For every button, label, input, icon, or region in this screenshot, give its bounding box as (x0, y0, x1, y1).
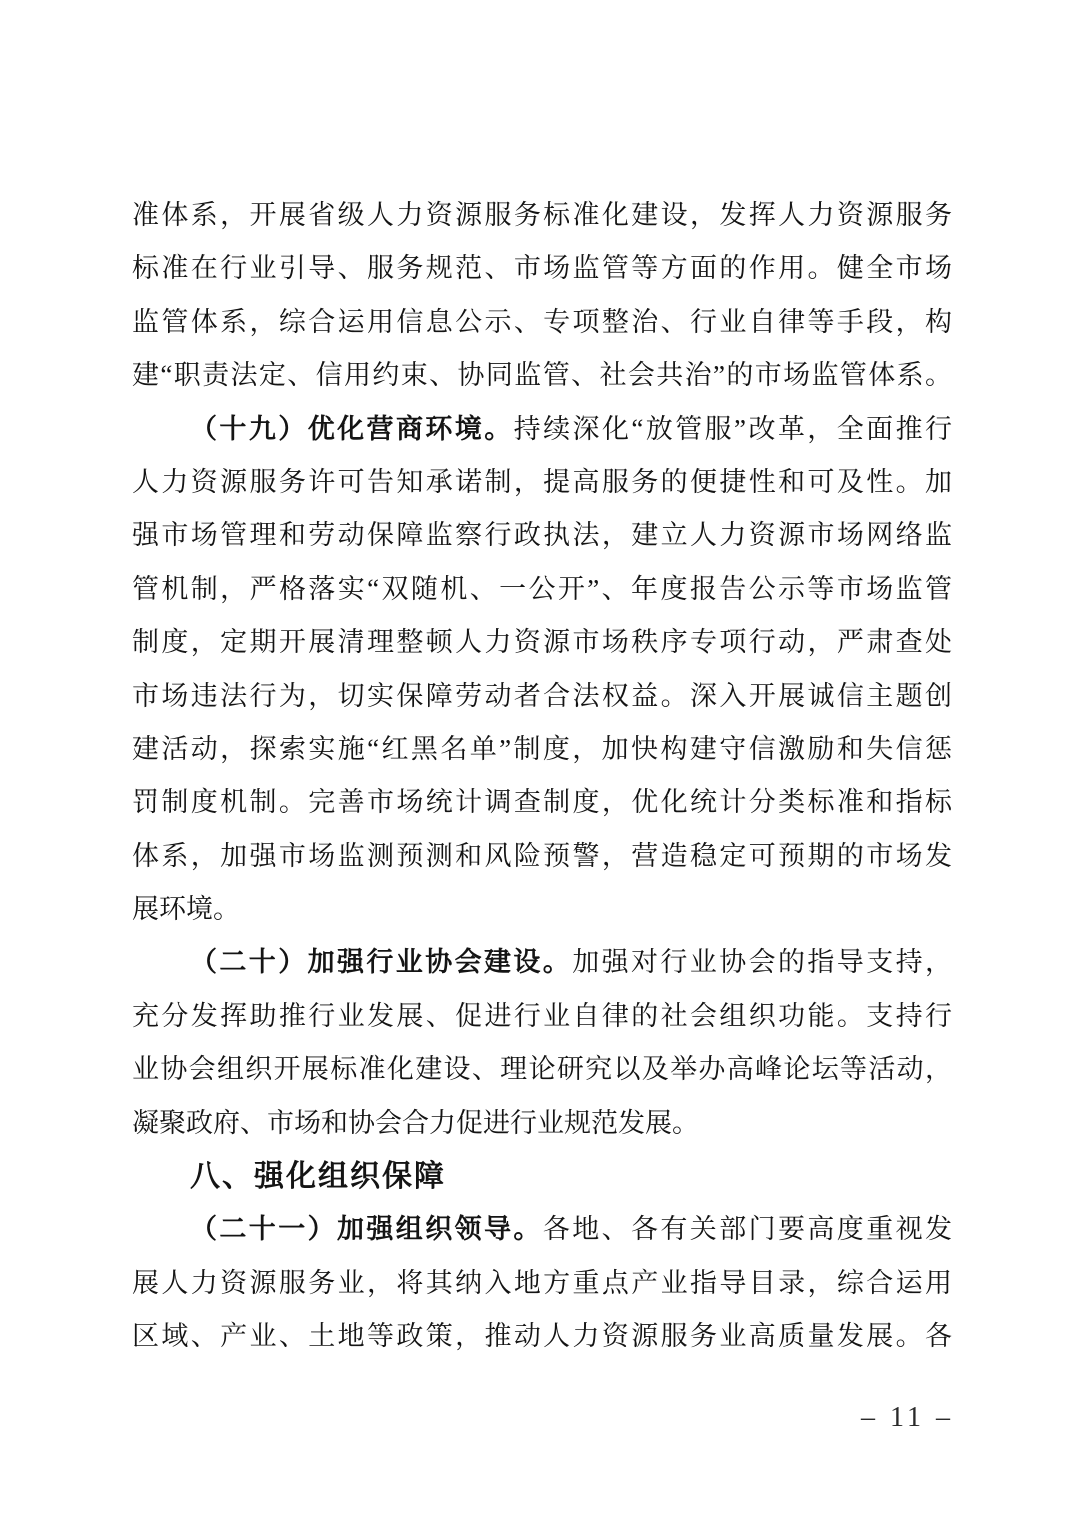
line-text: 制度，定期开展清理整顿人力资源市场秩序专项行动，严肃查处 (132, 627, 952, 658)
line-text: 准体系，开展省级人力资源服务标准化建设，发挥人力资源服务 (132, 200, 952, 230)
text-line (132, 723, 952, 776)
line-text: 加强对行业协会的指导支持， (572, 947, 953, 978)
text-line (132, 936, 952, 989)
text-line (132, 1043, 952, 1096)
text-line (132, 1310, 952, 1363)
line-lead: （二十）加强行业协会建设。 (190, 947, 573, 978)
text-line (132, 349, 952, 402)
line-lead: （二十一）加强组织领导。 (190, 1214, 543, 1245)
line-text: 持续深化“放管服”改革，全面推行 (513, 413, 953, 444)
line-text: 区域、产业、土地等政策，推动人力资源服务业高质量发展。各 (132, 1321, 952, 1352)
text-line (132, 563, 952, 616)
text-line (132, 1097, 952, 1150)
line-text: 市场违法行为，切实保障劳动者合法权益。深入开展诚信主题创 (132, 680, 952, 711)
line-text: 管机制，严格落实“双随机、一公开”、年度报告公示等市场监管 (132, 573, 952, 604)
line-text: 展环境。 (132, 894, 240, 925)
line-text: 各地、各有关部门要高度重视发 (542, 1214, 953, 1245)
text-line (132, 456, 952, 509)
text-line (132, 1150, 952, 1203)
text-block (132, 189, 952, 1364)
line-text: 标准在行业引导、服务规范、市场监管等方面的作用。健全市场 (132, 253, 952, 284)
text-line (132, 296, 952, 349)
line-text: 八、强化组织保障 (190, 1160, 446, 1194)
text-line (132, 242, 952, 295)
text-line (132, 509, 952, 562)
text-line (132, 990, 952, 1043)
line-text: 凝聚政府、市场和协会合力促进行业规范发展。 (132, 1107, 699, 1138)
line-text: 业协会组织开展标准化建设、理论研究以及举办高峰论坛等活动， (132, 1054, 952, 1085)
line-text: 建“职责法定、信用约束、协同监管、社会共治”的市场监管体系。 (132, 360, 952, 391)
line-text: 充分发挥助推行业发展、促进行业自律的社会组织功能。支持行 (132, 1000, 952, 1031)
line-text: 人力资源服务许可告知承诺制，提高服务的便捷性和可及性。加 (132, 466, 952, 497)
text-line (132, 776, 952, 829)
line-lead: （十九）优化营商环境。 (190, 413, 514, 444)
line-text: 罚制度机制。完善市场统计调查制度，优化统计分类标准和指标 (132, 787, 952, 818)
line-text: 展人力资源服务业，将其纳入地方重点产业指导目录，综合运用 (132, 1267, 952, 1298)
line-text: 体系，加强市场监测预测和风险预警，营造稳定可预期的市场发 (132, 840, 952, 871)
text-line (132, 1257, 952, 1310)
line-text: 建活动，探索实施“红黑名单”制度，加快构建守信激励和失信惩 (132, 733, 952, 764)
page-number: – 11 – (861, 1402, 954, 1433)
line-text: 监管体系，综合运用信息公示、专项整治、行业自律等手段，构 (132, 306, 952, 337)
text-line (132, 403, 952, 456)
text-line (132, 830, 952, 883)
text-line (132, 1203, 952, 1256)
text-line (132, 616, 952, 669)
line-text: 强市场管理和劳动保障监察行政执法，建立人力资源市场网络监 (132, 520, 952, 551)
text-line (132, 189, 952, 242)
text-line (132, 883, 952, 936)
text-line (132, 670, 952, 723)
